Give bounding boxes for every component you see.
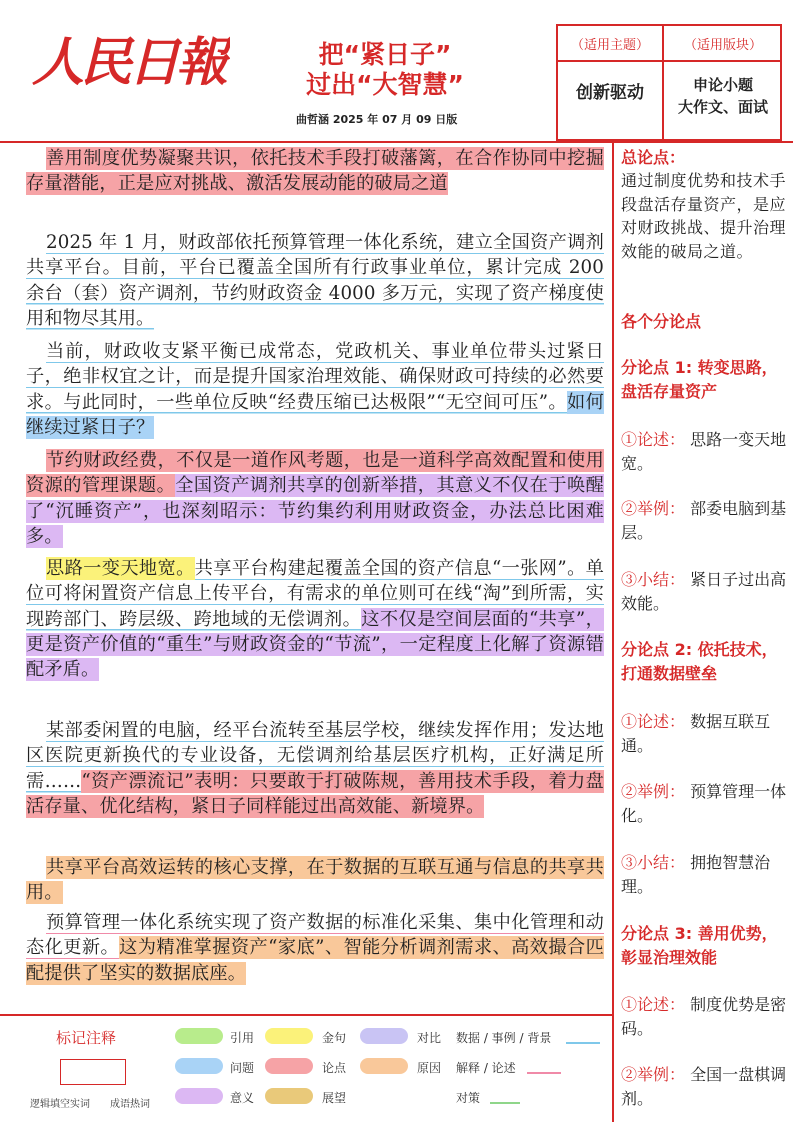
text-example: 部委电脑到基层。 <box>621 499 787 542</box>
title-line-2: 过出“大智慧” <box>306 70 464 99</box>
section-value-2: 大作文、面试 <box>677 98 768 116</box>
sub-point-3-b <box>621 1063 787 1110</box>
section-label: （适用版块） <box>683 38 762 53</box>
text-summary: 拥抱智慧治理。 <box>621 853 771 896</box>
paragraph-5 <box>26 556 604 682</box>
example-sentence: 某部委闲置的电脑，经平台流转至基层学校，继续发挥作用；发达地区医院更新换代的专业设备，无偿调剂给基层医疗机构，正好满足所需…… <box>26 720 604 792</box>
label-discussion: ①论述： <box>621 712 686 731</box>
text-example: 全国一盘棋调剂。 <box>621 1065 787 1108</box>
section-value-1: 申论小题 <box>692 76 753 94</box>
legend-swatch-question <box>175 1058 223 1074</box>
conclusion-sentence: “资产漂流记”表明：只要敢于打破陈规，善用技术手段，着力盘活存量、优化结构，紧日子同样能过出高效能、新境界。 <box>26 770 604 817</box>
paragraph-6 <box>26 718 604 819</box>
context-sentence: 当前，财政收支紧平衡已成常态，党政机关、事业单位带头过紧日子，绝非权宜之计，而是提升国家治理效能、确保财政可持续的必然要求。与此同时，一些单位反映“经费压缩已达极限”“无空间可压”。 <box>26 341 604 413</box>
legend-label-question: 问题 <box>230 1061 255 1075</box>
legend-line-explain <box>527 1072 561 1074</box>
meaning-sentence-2: 这不仅是空间层面的“共享”，更是资产价值的“重生”与财政资金的“节流”，一定程度上化解了资源错配矛盾。 <box>26 608 605 681</box>
sub-point-1-c <box>621 568 787 615</box>
label-discussion: ①论述： <box>621 430 686 449</box>
legend-swatch-golden <box>265 1028 313 1044</box>
newspaper-logo <box>30 18 230 98</box>
title-line-1: 把“紧日子” <box>318 40 452 69</box>
sub-point-1-a <box>621 428 787 475</box>
legend-box-caption-2: 成语热词 <box>110 1099 150 1110</box>
sub-point-1-b <box>621 497 787 544</box>
legend-swatch-argument <box>265 1058 313 1074</box>
main-point-heading: 总论点： <box>621 148 686 167</box>
legend-label-explain: 解释 / 论述 <box>456 1061 516 1075</box>
legend-swatch-reason <box>360 1058 408 1074</box>
sub-points-heading: 各个分论点 <box>621 312 702 331</box>
header-rule <box>0 141 793 143</box>
sub-point-2-title: 分论点 2: 依托技术，打通数据壁垒 <box>621 640 778 683</box>
label-summary: ③小结： <box>621 570 686 589</box>
legend-label-outlook: 展望 <box>322 1091 347 1105</box>
text-discussion: 制度优势是密码。 <box>621 995 787 1038</box>
legend-label-measure: 对策 <box>456 1091 481 1105</box>
legend-label-quote: 引用 <box>230 1031 255 1045</box>
label-discussion: ①论述： <box>621 995 686 1014</box>
explain-sentence: 预算管理一体化系统实现了资产数据的标准化采集、集中化管理和动态化更新。 <box>26 912 604 959</box>
text-example: 预算管理一体化。 <box>621 782 787 825</box>
paragraph-7 <box>26 855 604 906</box>
main-point-text: 通过制度优势和技术手段盘活存量资产，是应对财政挑战、提升治理效能的破局之道。 <box>621 171 787 261</box>
legend-rule <box>0 1014 612 1016</box>
golden-sentence: 思路一变天地宽。 <box>46 558 195 579</box>
thesis-sentence: 善用制度优势凝聚共识，依托技术手段打破藩篱，在合作协同中挖掘存量潜能，正是应对挑战、激活发展动能的破局之道 <box>26 148 604 195</box>
tag-divider <box>556 60 782 62</box>
legend-swatch-meaning <box>175 1088 223 1104</box>
legend-swatch-contrast <box>360 1028 408 1044</box>
svg-text:人民日報: 人民日報 <box>32 32 225 93</box>
reason-sentence-2: 这为精准掌握资产“家底”、智能分析调剂需求、高效撮合匹配提供了坚实的数据底座。 <box>26 937 604 984</box>
sub-point-2-c <box>621 851 787 898</box>
label-summary: ③小结： <box>621 853 686 872</box>
legend-label-data: 数据 / 事例 / 背景 <box>456 1031 552 1045</box>
sub-point-2-a <box>621 710 787 757</box>
sub-point-3-title: 分论点 3: 善用优势，彰显治理效能 <box>621 924 778 967</box>
sub-point-1-title: 分论点 1: 转变思路，盘活存量资产 <box>621 358 778 401</box>
column-divider <box>612 141 614 1122</box>
question-sentence: 如何继续过紧日子？ <box>26 391 604 438</box>
paragraph-3 <box>26 339 604 440</box>
legend-line-data <box>566 1042 600 1044</box>
meaning-sentence: 全国资产调剂共享的创新举措，其意义不仅在于唤醒了“沉睡资产”，也深刻昭示：节约集约利用财政资金，办法总比困难多。 <box>26 475 605 547</box>
legend-label-golden: 金句 <box>322 1031 347 1045</box>
sub-point-3-a <box>621 993 787 1040</box>
legend-title: 标记注释 <box>56 1029 117 1047</box>
legend-line-measure <box>490 1102 520 1104</box>
platform-sentence: 共享平台构建起覆盖全国的资产信息“一张网”。单位可将闲置资产信息上传平台，有需求的单位则可在线“淘”到所需，实现跨部门、跨层级、跨地域的无偿调剂。 <box>26 558 605 630</box>
legend-swatch-quote <box>175 1028 223 1044</box>
legend-label-argument: 论点 <box>322 1061 347 1075</box>
paragraph-4 <box>26 448 604 549</box>
theme-label: （适用主题） <box>570 38 649 53</box>
label-example: ②举例： <box>621 499 686 518</box>
reason-sentence: 共享平台高效运转的核心支撑，在于数据的互联互通与信息的共享共用。 <box>26 857 604 904</box>
paragraph-8 <box>26 910 604 986</box>
sub-point-2-b <box>621 780 787 827</box>
paragraph-1 <box>26 146 604 197</box>
legend-box-caption-1: 逻辑填空实词 <box>30 1099 90 1110</box>
background-sentence: 2025 年 1 月，财政部依托预算管理一体化系统，建立全国资产调剂共享平台。目前，平台已覆盖全国所有行政事业单位，累计完成 200 余台（套）资产调剂，节约财政资金 4000 多万元，实现了资产梯度使用和物尽其用。 <box>26 232 604 329</box>
byline: 曲哲涵 2025 年 07 月 09 日版 <box>296 113 458 126</box>
legend-label-meaning: 意义 <box>230 1091 255 1105</box>
label-example: ②举例： <box>621 782 686 801</box>
legend-box <box>60 1059 126 1085</box>
text-discussion: 数据互联互通。 <box>621 712 771 755</box>
theme-value: 创新驱动 <box>576 83 644 103</box>
article-title <box>270 40 500 100</box>
text-discussion: 思路一变天地宽。 <box>621 430 787 473</box>
argument-sentence: 节约财政经费，不仅是一道作风考题，也是一道科学高效配置和使用资源的管理课题。 <box>26 450 604 497</box>
legend-swatch-outlook <box>265 1088 313 1104</box>
paragraph-2 <box>26 230 604 331</box>
legend-label-contrast: 对比 <box>417 1031 442 1045</box>
label-example: ②举例： <box>621 1065 686 1084</box>
legend-label-reason: 原因 <box>417 1061 442 1075</box>
text-summary: 紧日子过出高效能。 <box>621 570 787 613</box>
